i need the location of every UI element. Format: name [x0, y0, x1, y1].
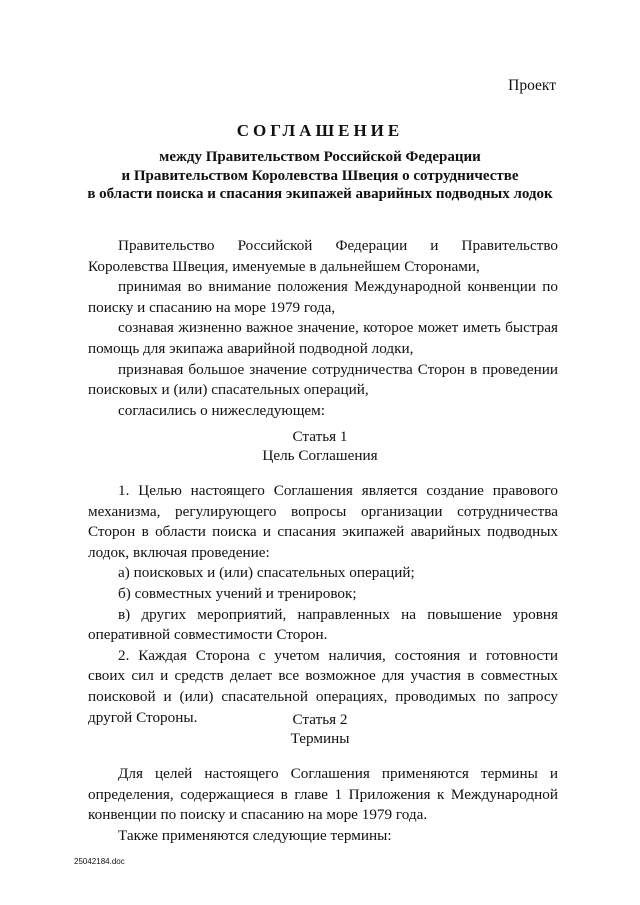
document-title: СОГЛАШЕНИЕ: [236, 121, 404, 140]
article-paragraph: 1. Целью настоящего Соглашения является создание правового механизма, регулирующего вопросы организации сотрудничества Сторон в области поиска и спасания экипажей аварийных подводных лодок, включая проведение:: [88, 482, 558, 561]
preamble-paragraph: принимая во внимание положения Международной конвенции по поиску и спасанию на море 1979 года,: [88, 278, 558, 316]
article-paragraph: а) поисковых и (или) спасательных операций;: [118, 564, 415, 582]
article-paragraph: Для целей настоящего Соглашения применяются термины и определения, содержащиеся в главе 1 Приложения к Международной конвенции по поиску и спасанию на море 1979 года.: [88, 765, 558, 824]
subtitle-line: и Правительством Королевства Швеция о сотрудничестве: [121, 167, 519, 184]
preamble: [88, 236, 558, 421]
document-subtitle: [0, 148, 640, 204]
article-1-heading: Цель Соглашения: [262, 447, 378, 464]
subtitle-line: между Правительством Российской Федерации: [159, 149, 481, 165]
preamble-paragraph: сознавая жизненно важное значение, которое может иметь быстрая помощь для экипажа аварийной подводной лодки,: [88, 319, 558, 357]
article-paragraph: в) других мероприятий, направленных на повышение уровня оперативной совместимости Сторон.: [88, 605, 558, 644]
subtitle-line: в области поиска и спасания экипажей аварийных подводных лодок: [87, 186, 553, 202]
preamble-paragraph: согласились о нижеследующем:: [118, 401, 326, 419]
article-2-number: Статья 2: [292, 711, 348, 728]
article-1-number: Статья 1: [292, 428, 348, 445]
article-paragraph: 2. Каждая Сторона с учетом наличия, состояния и готовности своих сил и средств делает все возможное для участия в совместных поисковой и (или) спасательной операциях, проводимых по запросу другой Стороны.: [88, 646, 558, 726]
article-2-heading: Термины: [290, 730, 350, 747]
file-name-footer: 25042184.doc: [74, 857, 125, 866]
preamble-paragraph: признавая большое значение сотрудничества Сторон в проведении поисковых и (или) спасательных операций,: [88, 360, 558, 399]
article-2-body: [88, 764, 558, 846]
article-paragraph: Также применяются следующие термины:: [118, 826, 392, 844]
article-paragraph: б) совместных учений и тренировок;: [118, 584, 357, 602]
draft-label: Проект: [508, 77, 556, 94]
preamble-paragraph: Правительство Российской Федерации и Правительство Королевства Швеция, именуемые в дальнейшем Сторонами,: [88, 237, 558, 275]
article-1-body: [88, 481, 558, 728]
